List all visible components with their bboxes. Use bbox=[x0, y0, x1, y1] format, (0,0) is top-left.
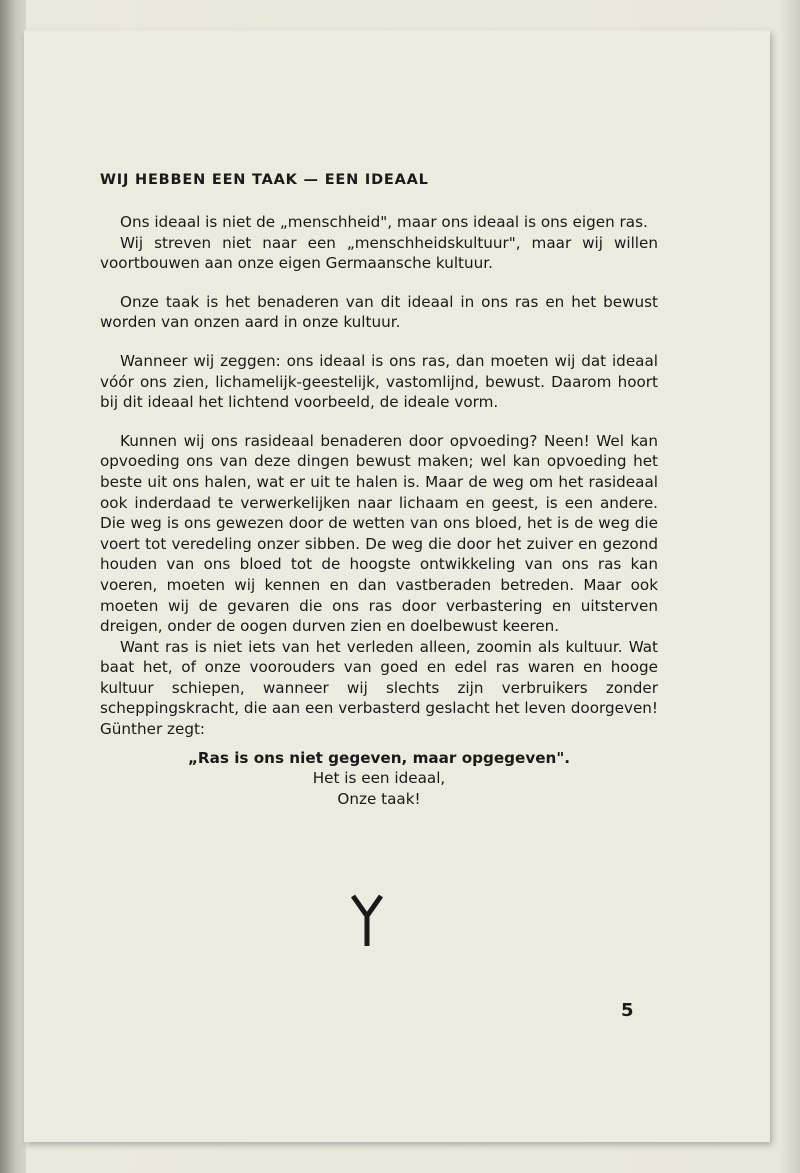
closing-line: Het is een ideaal, bbox=[312, 769, 446, 788]
page-number: 5 bbox=[621, 1000, 634, 1021]
paragraph-2 bbox=[100, 292, 658, 333]
life-rune-icon bbox=[350, 894, 384, 946]
paragraph-line: Wij streven niet naar een „menschheidskultuur", maar wij willen voortbouwen aan onze eigen Germaansche kultuur. bbox=[100, 233, 658, 273]
chapter-heading: WIJ HEBBEN EEN TAAK — EEN IDEAAL bbox=[100, 172, 429, 188]
closing-block bbox=[100, 748, 658, 810]
paragraph-3 bbox=[100, 351, 658, 413]
quote: „Ras is ons niet gegeven, maar opgegeven". bbox=[187, 748, 571, 767]
paragraph-4 bbox=[100, 431, 658, 740]
paragraph-line: Wanneer wij zeggen: ons ideaal is ons ras, dan moeten wij dat ideaal vóór ons zien, lichamelijk-geestelijk, vastomlijnd, bewust. Daarom hoort bij dit ideaal het lichtend voorbeeld, de ideale vorm. bbox=[100, 351, 658, 412]
left-page-edge bbox=[0, 0, 26, 1173]
paragraph-line: Ons ideaal is niet de „menschheid", maar ons ideaal is ons eigen ras. bbox=[120, 213, 648, 231]
paragraph-line: Onze taak is het benaderen van dit ideaal in ons ras en het bewust worden van onzen aard in onze kultuur. bbox=[100, 292, 658, 332]
paragraph-line: Kunnen wij ons rasideaal benaderen door opvoeding? Neen! Wel kan opvoeding ons van deze dingen bewust maken; wel kan opvoeding het beste uit ons halen, wat er uit te halen is. Maar de weg om het rasideaal ook inderdaad te verwerkelijken naar lichaam en geest, is een andere. Die weg is ons gewezen door de wetten van ons bloed, het is de weg die voert tot veredeling onzer sibben. De weg die door het zuiver en gezond houden van ons bloed tot de hoogste ontwikkeling van ons ras kan voeren, moeten wij kennen en dan vastberaden betreden. Maar ook moeten wij de gevaren die ons ras door verbastering en uitsterven dreigen, onder de oogen durven zien en doelbewust keeren. bbox=[100, 431, 658, 636]
book-page bbox=[24, 30, 770, 1142]
closing-line: Onze taak! bbox=[337, 789, 421, 808]
paragraph-1 bbox=[100, 212, 658, 274]
page-content bbox=[100, 170, 658, 809]
paragraph-line: Want ras is niet iets van het verleden alleen, zoomin als kultuur. Wat baat het, of onze voorouders van goed en edel ras waren en hooge kultuur schiepen, wanneer wij slechts zijn verbruikers zonder scheppingskracht, die aan een verbasterd geslacht het leven doorgeven! Günther zegt: bbox=[100, 637, 658, 739]
